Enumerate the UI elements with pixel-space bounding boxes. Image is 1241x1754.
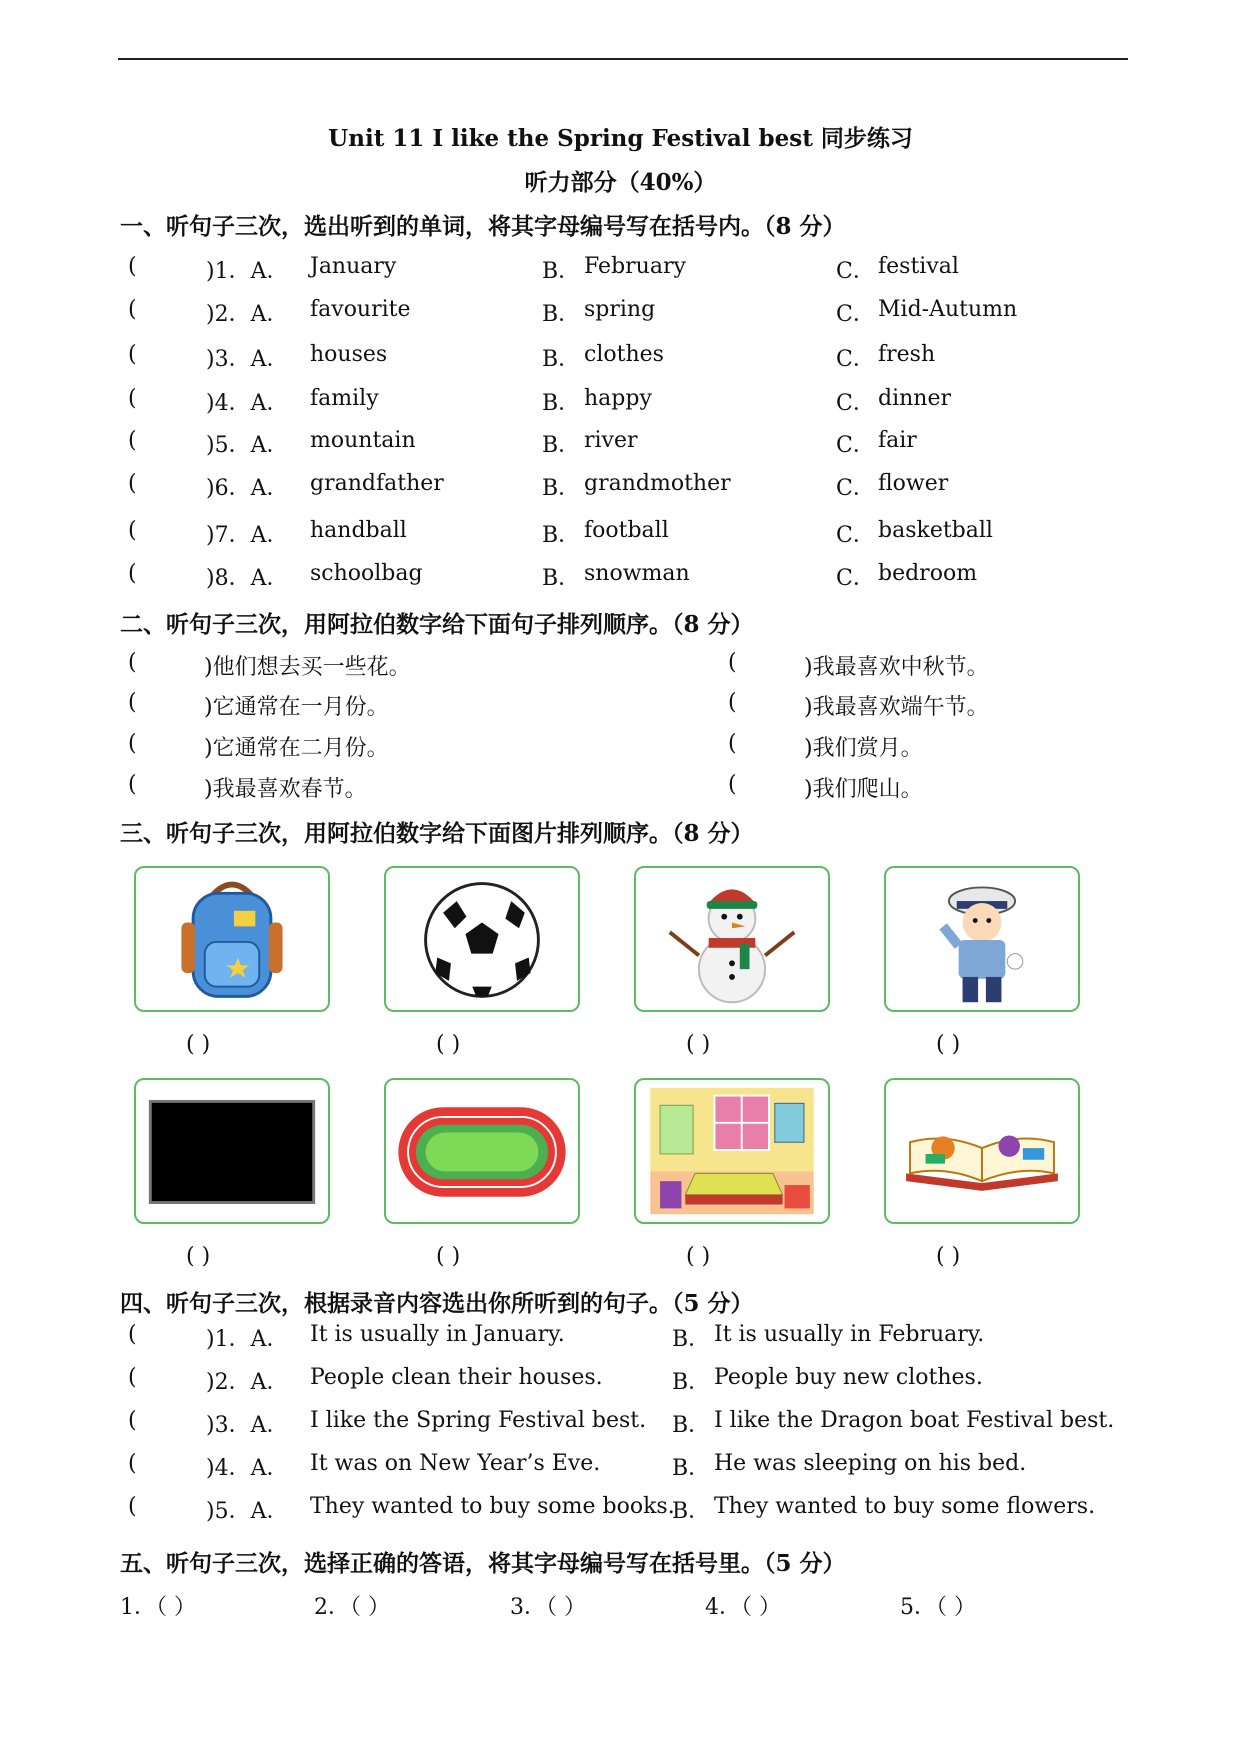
option-a[interactable]: family <box>310 386 379 411</box>
answer-blank-5[interactable]: 5．（ ） <box>900 1595 976 1620</box>
sentence-question-row <box>0 1494 1241 1530</box>
ordering-row <box>0 650 1241 686</box>
option-c-letter: C． <box>836 433 875 458</box>
answer-paren[interactable]: ( <box>128 254 137 279</box>
option-c-letter: C． <box>836 347 875 372</box>
option-a[interactable]: They wanted to buy some books. <box>310 1494 675 1519</box>
option-b[interactable]: happy <box>584 386 652 411</box>
option-b[interactable]: snowman <box>584 561 690 586</box>
picture-open-book <box>884 1078 1080 1224</box>
option-b[interactable]: February <box>584 254 686 279</box>
option-a[interactable]: handball <box>310 518 407 543</box>
option-c-letter: C． <box>836 476 875 501</box>
ordering-row <box>0 690 1241 726</box>
picture-blank-5[interactable]: ( ) <box>186 1244 211 1269</box>
option-c[interactable]: basketball <box>878 518 993 543</box>
option-c[interactable]: bedroom <box>878 561 978 586</box>
right-sentence: )我们爬山。 <box>804 777 923 802</box>
bedroom-icon <box>636 1080 828 1222</box>
right-paren[interactable]: ( <box>728 772 737 797</box>
left-sentence: )它通常在二月份。 <box>204 736 389 761</box>
right-paren[interactable]: ( <box>728 650 737 675</box>
answer-paren[interactable]: ( <box>128 1494 137 1519</box>
option-b[interactable]: It is usually in February. <box>714 1322 985 1347</box>
option-c-letter: C． <box>836 566 875 591</box>
section5-heading: 五、听句子三次，选择正确的答语，将其字母编号写在括号里。（5 分） <box>120 1550 846 1577</box>
option-a[interactable]: favourite <box>310 297 411 322</box>
picture-blank-7[interactable]: ( ) <box>686 1244 711 1269</box>
answer-paren[interactable]: ( <box>128 561 137 586</box>
option-b[interactable]: People buy new clothes. <box>714 1365 983 1390</box>
option-a[interactable]: schoolbag <box>310 561 423 586</box>
left-paren[interactable]: ( <box>128 650 137 675</box>
schoolbag-icon <box>136 868 328 1010</box>
answer-paren[interactable]: ( <box>128 1322 137 1347</box>
left-sentence: )我最喜欢春节。 <box>204 777 367 802</box>
sentence-question-row <box>0 1451 1241 1487</box>
option-b[interactable]: spring <box>584 297 656 322</box>
section2-heading: 二、听句子三次，用阿拉伯数字给下面句子排列顺序。（8 分） <box>120 611 754 638</box>
picture-blank-6[interactable]: ( ) <box>436 1244 461 1269</box>
picture-running-track <box>384 1078 580 1224</box>
picture-police-officer <box>884 866 1080 1012</box>
question-row <box>0 428 1241 464</box>
option-b-letter: B． <box>542 391 581 416</box>
option-c[interactable]: flower <box>878 471 949 496</box>
page-subtitle: 听力部分（40%） <box>524 169 717 196</box>
football-icon <box>386 868 578 1010</box>
question-number: )1．A． <box>206 259 289 284</box>
option-b-letter: B． <box>672 1499 711 1524</box>
option-c-letter: C． <box>836 523 875 548</box>
answer-paren[interactable]: ( <box>128 297 137 322</box>
blackboard-icon <box>136 1080 328 1222</box>
option-c[interactable]: fresh <box>878 342 936 367</box>
option-b-letter: B． <box>542 523 581 548</box>
answer-paren[interactable]: ( <box>128 471 137 496</box>
right-sentence: )我最喜欢中秋节。 <box>804 655 989 680</box>
snowman-icon <box>636 868 828 1010</box>
question-number: )8．A． <box>206 566 289 591</box>
header-rule <box>118 58 1128 60</box>
left-paren[interactable]: ( <box>128 772 137 797</box>
option-a[interactable]: grandfather <box>310 471 444 496</box>
option-c[interactable]: festival <box>878 254 959 279</box>
option-b-letter: B． <box>542 259 581 284</box>
option-b-letter: B． <box>542 476 581 501</box>
answer-blank-4[interactable]: 4．（ ） <box>705 1595 781 1620</box>
option-b[interactable]: football <box>584 518 669 543</box>
option-a[interactable]: mountain <box>310 428 416 453</box>
question-row <box>0 297 1241 333</box>
question-row <box>0 386 1241 422</box>
answer-blank-3[interactable]: 3．（ ） <box>510 1595 586 1620</box>
picture-blackboard <box>134 1078 330 1224</box>
option-b-letter: B． <box>672 1456 711 1481</box>
picture-schoolbag <box>134 866 330 1012</box>
answer-paren[interactable]: ( <box>128 1451 137 1476</box>
option-a[interactable]: January <box>310 254 397 279</box>
answer-blank-2[interactable]: 2．（ ） <box>314 1595 390 1620</box>
section1-heading: 一、听句子三次，选出听到的单词，将其字母编号写在括号内。（8 分） <box>120 213 846 240</box>
sentence-question-row <box>0 1322 1241 1358</box>
question-number: )3．A． <box>206 347 289 372</box>
section4-heading: 四、听句子三次，根据录音内容选出你所听到的句子。（5 分） <box>120 1290 754 1317</box>
page-title: Unit 11 I like the Spring Festival best 同步练习 <box>328 125 913 152</box>
option-b-letter: B． <box>542 302 581 327</box>
picture-blank-8[interactable]: ( ) <box>936 1244 961 1269</box>
question-row <box>0 518 1241 554</box>
picture-blank-3[interactable]: ( ) <box>686 1032 711 1057</box>
picture-bedroom <box>634 1078 830 1224</box>
option-c-letter: C． <box>836 302 875 327</box>
picture-football <box>384 866 580 1012</box>
open-book-icon <box>886 1080 1078 1222</box>
question-number: )3．A． <box>206 1413 289 1438</box>
picture-blank-2[interactable]: ( ) <box>436 1032 461 1057</box>
left-paren[interactable]: ( <box>128 690 137 715</box>
answer-paren[interactable]: ( <box>128 428 137 453</box>
question-number: )5．A． <box>206 433 289 458</box>
running-track-icon <box>386 1080 578 1222</box>
question-number: )2．A． <box>206 302 289 327</box>
option-a[interactable]: I like the Spring Festival best. <box>310 1408 647 1433</box>
right-paren[interactable]: ( <box>728 731 737 756</box>
option-c[interactable]: dinner <box>878 386 951 411</box>
option-b-letter: B． <box>672 1327 711 1352</box>
option-c-letter: C． <box>836 391 875 416</box>
sentence-question-row <box>0 1365 1241 1401</box>
left-sentence: )它通常在一月份。 <box>204 695 389 720</box>
answer-paren[interactable]: ( <box>128 1408 137 1433</box>
question-number: )1．A． <box>206 1327 289 1352</box>
picture-blank-1[interactable]: ( ) <box>186 1032 211 1057</box>
right-sentence: )我最喜欢端午节。 <box>804 695 989 720</box>
option-b-letter: B． <box>542 347 581 372</box>
option-b[interactable]: He was sleeping on his bed. <box>714 1451 1027 1476</box>
answer-paren[interactable]: ( <box>128 386 137 411</box>
question-number: )4．A． <box>206 391 289 416</box>
answer-paren[interactable]: ( <box>128 1365 137 1390</box>
answer-paren[interactable]: ( <box>128 518 137 543</box>
option-b[interactable]: They wanted to buy some flowers. <box>714 1494 1096 1519</box>
question-row <box>0 471 1241 507</box>
sentence-question-row <box>0 1408 1241 1444</box>
question-number: )7．A． <box>206 523 289 548</box>
question-row <box>0 342 1241 378</box>
question-number: )4．A． <box>206 1456 289 1481</box>
option-b[interactable]: clothes <box>584 342 664 367</box>
option-c-letter: C． <box>836 259 875 284</box>
question-number: )6．A． <box>206 476 289 501</box>
answer-paren[interactable]: ( <box>128 342 137 367</box>
option-b-letter: B． <box>672 1413 711 1438</box>
question-row <box>0 561 1241 597</box>
option-a[interactable]: houses <box>310 342 388 367</box>
question-number: )5．A． <box>206 1499 289 1524</box>
option-b-letter: B． <box>542 566 581 591</box>
right-sentence: )我们赏月。 <box>804 736 923 761</box>
question-row <box>0 254 1241 290</box>
option-a[interactable]: People clean their houses. <box>310 1365 603 1390</box>
option-b[interactable]: river <box>584 428 638 453</box>
police-officer-icon <box>886 868 1078 1010</box>
right-paren[interactable]: ( <box>728 690 737 715</box>
left-sentence: )他们想去买一些花。 <box>204 655 411 680</box>
option-b[interactable]: I like the Dragon boat Festival best. <box>714 1408 1115 1433</box>
option-b-letter: B． <box>542 433 581 458</box>
left-paren[interactable]: ( <box>128 731 137 756</box>
answer-blank-1[interactable]: 1．（ ） <box>120 1595 196 1620</box>
question-number: )2．A． <box>206 1370 289 1395</box>
option-a[interactable]: It is usually in January. <box>310 1322 565 1347</box>
option-c[interactable]: Mid-Autumn <box>878 297 1018 322</box>
option-c[interactable]: fair <box>878 428 917 453</box>
option-b-letter: B． <box>672 1370 711 1395</box>
ordering-row <box>0 731 1241 767</box>
ordering-row <box>0 772 1241 808</box>
option-b[interactable]: grandmother <box>584 471 731 496</box>
section3-heading: 三、听句子三次，用阿拉伯数字给下面图片排列顺序。（8 分） <box>120 820 754 847</box>
picture-blank-4[interactable]: ( ) <box>936 1032 961 1057</box>
option-a[interactable]: It was on New Year’s Eve. <box>310 1451 601 1476</box>
picture-snowman <box>634 866 830 1012</box>
